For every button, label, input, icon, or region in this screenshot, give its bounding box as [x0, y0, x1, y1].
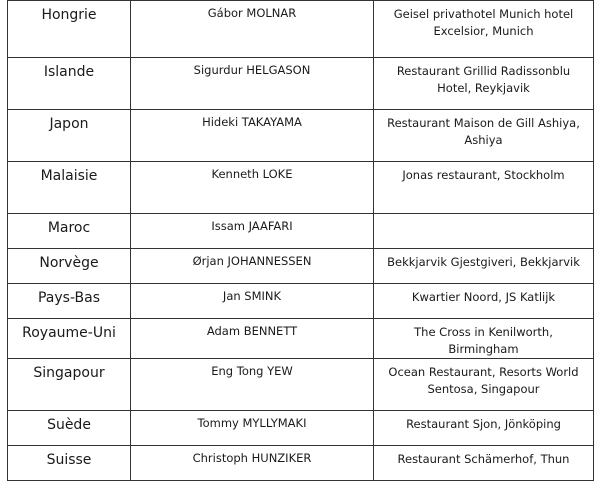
country-cell: Islande	[8, 58, 131, 110]
country-cell: Norvège	[8, 249, 131, 284]
restaurant-cell: Restaurant Grillid Radissonblu Hotel, Reykjavik	[374, 58, 594, 110]
chef-cell: Gábor MOLNAR	[131, 1, 374, 58]
restaurant-cell: Ocean Restaurant, Resorts World Sentosa, Singapour	[374, 359, 594, 411]
restaurant-cell: Restaurant Schämerhof, Thun	[374, 446, 594, 481]
restaurant-cell: Bekkjarvik Gjestgiveri, Bekkjarvik	[374, 249, 594, 284]
table-row	[8, 214, 594, 249]
table-row	[8, 249, 594, 284]
restaurant-cell: The Cross in Kenilworth, Birmingham	[374, 319, 594, 359]
table-row	[8, 411, 594, 446]
chef-cell: Christoph HUNZIKER	[131, 446, 374, 481]
country-cell: Suède	[8, 411, 131, 446]
restaurant-cell	[374, 214, 594, 249]
chef-cell: Jan SMINK	[131, 284, 374, 319]
country-cell: Maroc	[8, 214, 131, 249]
table-row	[8, 319, 594, 359]
table-row	[8, 162, 594, 214]
chef-cell: Adam BENNETT	[131, 319, 374, 359]
chef-cell: Hideki TAKAYAMA	[131, 110, 374, 162]
table-row	[8, 110, 594, 162]
chef-cell: Eng Tong YEW	[131, 359, 374, 411]
restaurant-cell: Restaurant Sjon, Jönköping	[374, 411, 594, 446]
country-cell: Pays-Bas	[8, 284, 131, 319]
restaurant-cell: Geisel privathotel Munich hotel Excelsior, Munich	[374, 1, 594, 58]
table-row	[8, 1, 594, 58]
chef-cell: Sigurdur HELGASON	[131, 58, 374, 110]
table-row	[8, 359, 594, 411]
country-cell: Royaume-Uni	[8, 319, 131, 359]
restaurant-cell: Jonas restaurant, Stockholm	[374, 162, 594, 214]
country-cell: Suisse	[8, 446, 131, 481]
chefs-table	[7, 0, 594, 481]
chef-cell: Tommy MYLLYMAKI	[131, 411, 374, 446]
country-cell: Singapour	[8, 359, 131, 411]
table-row	[8, 58, 594, 110]
chef-cell: Kenneth LOKE	[131, 162, 374, 214]
restaurant-cell: Restaurant Maison de Gill Ashiya, Ashiya	[374, 110, 594, 162]
country-cell: Malaisie	[8, 162, 131, 214]
chef-cell: Ørjan JOHANNESSEN	[131, 249, 374, 284]
chef-cell: Issam JAAFARI	[131, 214, 374, 249]
restaurant-cell: Kwartier Noord, JS Katlijk	[374, 284, 594, 319]
country-cell: Hongrie	[8, 1, 131, 58]
country-cell: Japon	[8, 110, 131, 162]
table-row	[8, 446, 594, 481]
table-row	[8, 284, 594, 319]
